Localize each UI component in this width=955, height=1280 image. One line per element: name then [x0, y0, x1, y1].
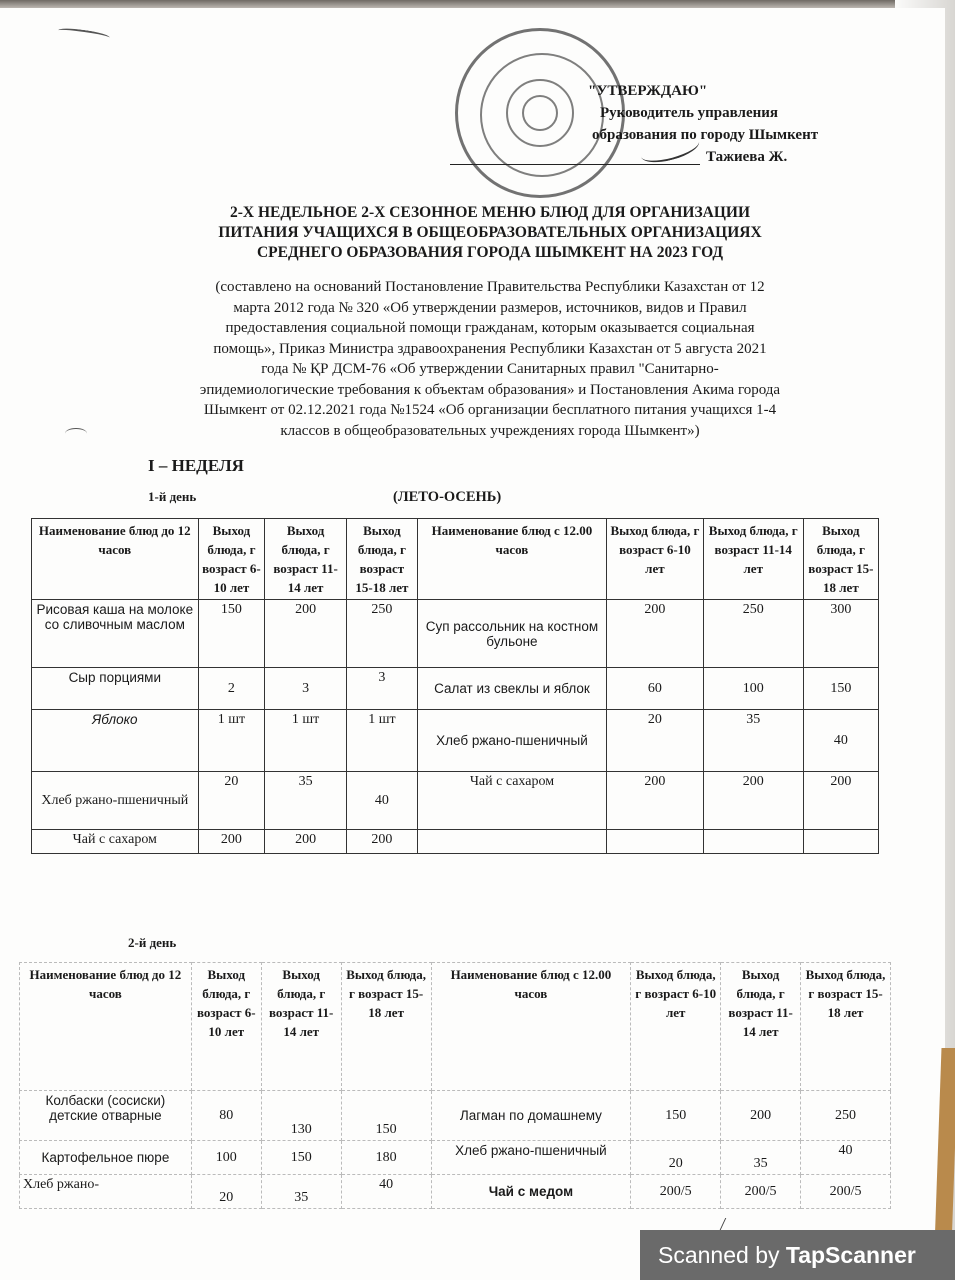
- column-header: Наименование блюд до 12 часов: [32, 519, 199, 600]
- portion-value: [607, 830, 704, 854]
- portion-value: [703, 830, 803, 854]
- basis-line: эпидемиологические требования к объектам образования» и Постановления Акима города: [199, 381, 781, 398]
- portion-value: 20: [191, 1175, 261, 1209]
- portion-value: 1 шт: [265, 710, 347, 772]
- column-header: Выход блюда, г возраст 6-10 лет: [198, 519, 265, 600]
- portion-value: 35: [265, 772, 347, 830]
- watermark-brand: TapScanner: [785, 1242, 916, 1268]
- portion-value: 200: [721, 1091, 801, 1141]
- basis-line: Шымкент от 02.12.2021 года №1524 «Об организации бесплатного питания учащихся 1-4: [203, 402, 777, 418]
- approval-signatory: [580, 146, 818, 168]
- basis-line: классов в общеобразовательных учреждениях города Шымкент»): [280, 422, 700, 439]
- week-heading: I – НЕДЕЛЯ: [148, 456, 244, 475]
- table-header-row: [32, 519, 879, 600]
- portion-value: 200: [607, 772, 704, 830]
- table-row: [20, 1091, 891, 1141]
- portion-value: 35: [721, 1141, 801, 1175]
- dish-name: Хлеб ржано-пшеничный: [431, 1141, 631, 1175]
- legal-basis-paragraph: [140, 277, 840, 441]
- portion-value: 150: [803, 668, 878, 710]
- title-line: СРЕДНЕГО ОБРАЗОВАНИЯ ГОРОДА ШЫМКЕНТ НА 2023 ГОД: [256, 244, 724, 261]
- column-header: Выход блюда, г возраст 11-14 лет: [265, 519, 347, 600]
- portion-value: 35: [261, 1175, 341, 1209]
- dish-name: Лагман по домашнему: [431, 1091, 631, 1141]
- table-row: [32, 668, 879, 710]
- dish-name: Колбаски (сосиски) детские отварные: [20, 1091, 192, 1141]
- approval-position: Руководитель управления: [600, 105, 779, 121]
- table-header-row: [20, 963, 891, 1091]
- portion-value: 200/5: [631, 1175, 721, 1209]
- column-header: Выход блюда, г возраст 15-18 лет: [801, 963, 891, 1091]
- portion-value: [803, 830, 878, 854]
- season-label: (ЛЕТО-ОСЕНЬ): [393, 489, 502, 505]
- column-header: Выход блюда, г возраст 6-10 лет: [191, 963, 261, 1091]
- column-header: Наименование блюд с 12.00 часов: [431, 963, 631, 1091]
- column-header: Выход блюда, г возраст 15-18 лет: [341, 963, 431, 1091]
- portion-value: 200: [265, 600, 347, 668]
- portion-value: 200: [703, 772, 803, 830]
- dish-name: Картофельное пюре: [20, 1141, 192, 1175]
- day1-menu-table: [31, 518, 879, 854]
- column-header: Наименование блюд с 12.00 часов: [417, 519, 606, 600]
- table-row: [32, 600, 879, 668]
- dish-name: Хлеб ржано-пшеничный: [417, 710, 606, 772]
- portion-value: 130: [261, 1091, 341, 1141]
- column-header: Выход блюда, г возраст 6-10 лет: [607, 519, 704, 600]
- dish-name: Чай с медом: [431, 1175, 631, 1209]
- dish-name: Салат из свеклы и яблок: [417, 668, 606, 710]
- column-header: Выход блюда, г возраст 11-14 лет: [261, 963, 341, 1091]
- signatory-name: Тажиева Ж.: [706, 149, 788, 165]
- portion-value: 150: [631, 1091, 721, 1141]
- basis-line: марта 2012 года № 320 «Об утверждении размеров, источников, видов и Правил: [233, 299, 747, 316]
- portion-value: 150: [261, 1141, 341, 1175]
- dish-name: Сыр порциями: [32, 668, 199, 710]
- column-header: Выход блюда, г возраст 15-18 лет: [803, 519, 878, 600]
- portion-value: 200: [265, 830, 347, 854]
- dish-name: Чай с сахаром: [417, 772, 606, 830]
- title-line: ПИТАНИЯ УЧАЩИХСЯ В ОБЩЕОБРАЗОВАТЕЛЬНЫХ ОРГАНИЗАЦИЯХ: [218, 224, 762, 241]
- table-row: [32, 772, 879, 830]
- dish-name: [417, 830, 606, 854]
- approval-heading: "УТВЕРЖДАЮ": [588, 83, 708, 99]
- column-header: Выход блюда, г возраст 15-18 лет: [346, 519, 417, 600]
- portion-value: 3: [265, 668, 347, 710]
- portion-value: 150: [198, 600, 265, 668]
- portion-value: 150: [341, 1091, 431, 1141]
- table-row: [20, 1175, 891, 1209]
- watermark-prefix: Scanned by: [658, 1242, 786, 1268]
- table-row: [32, 710, 879, 772]
- portion-value: 250: [801, 1091, 891, 1141]
- portion-value: 200/5: [721, 1175, 801, 1209]
- approval-department: образования по городу Шымкент: [592, 127, 819, 143]
- portion-value: 3: [346, 668, 417, 710]
- signature-line: [450, 164, 700, 165]
- dish-name: Чай с сахаром: [32, 830, 199, 854]
- title-line: 2-Х НЕДЕЛЬНОЕ 2-Х СЕЗОННОЕ МЕНЮ БЛЮД ДЛЯ ОРГАНИЗАЦИИ: [229, 204, 751, 221]
- portion-value: 300: [803, 600, 878, 668]
- dish-name: Хлеб ржано-пшеничный: [32, 772, 199, 830]
- portion-value: 250: [703, 600, 803, 668]
- day1-label: 1-й день: [148, 489, 197, 504]
- portion-value: 200: [607, 600, 704, 668]
- portion-value: 200/5: [801, 1175, 891, 1209]
- portion-value: 20: [607, 710, 704, 772]
- portion-value: 200: [803, 772, 878, 830]
- scanner-watermark: [640, 1230, 955, 1280]
- portion-value: 20: [631, 1141, 721, 1175]
- basis-line: года № ҚР ДСМ-76 «Об утверждении Санитарных правил "Санитарно-: [261, 361, 719, 377]
- portion-value: 100: [191, 1141, 261, 1175]
- column-header: Выход блюда, г возраст 11-14 лет: [721, 963, 801, 1091]
- dish-name: Суп рассольник на костном бульоне: [417, 600, 606, 668]
- portion-value: 80: [191, 1091, 261, 1141]
- dish-name: Яблоко: [32, 710, 199, 772]
- document-title: [150, 203, 830, 263]
- column-header: Выход блюда, г возраст 11-14 лет: [703, 519, 803, 600]
- column-header: Выход блюда, г возраст 6-10 лет: [631, 963, 721, 1091]
- portion-value: 40: [801, 1141, 891, 1175]
- portion-value: 20: [198, 772, 265, 830]
- approval-block: [580, 80, 818, 168]
- portion-value: 40: [341, 1175, 431, 1209]
- day2-label: 2-й день: [128, 935, 177, 950]
- table-row: [20, 1141, 891, 1175]
- seal-emblem-center: [522, 95, 558, 131]
- portion-value: 250: [346, 600, 417, 668]
- table-row: [32, 830, 879, 854]
- day2-menu-table: [19, 962, 891, 1209]
- portion-value: 60: [607, 668, 704, 710]
- portion-value: 180: [341, 1141, 431, 1175]
- portion-value: 2: [198, 668, 265, 710]
- portion-value: 40: [803, 710, 878, 772]
- portion-value: 1 шт: [346, 710, 417, 772]
- pen-mark: [65, 428, 87, 439]
- dish-name: Рисовая каша на молоке со сливочным маслом: [32, 600, 199, 668]
- portion-value: 200: [198, 830, 265, 854]
- basis-line: помощь», Приказ Министра здравоохранения Республики Казахстан от 5 августа 2021: [213, 340, 767, 357]
- portion-value: 40: [346, 772, 417, 830]
- column-header: Наименование блюд до 12 часов: [20, 963, 192, 1091]
- portion-value: 1 шт: [198, 710, 265, 772]
- portion-value: 35: [703, 710, 803, 772]
- basis-line: (составлено на оснований Постановление Правительства Республики Казахстан от 12: [215, 279, 765, 295]
- basis-line: предоставления социальной помощи гражданам, которым оказывается социальная: [225, 320, 755, 336]
- portion-value: 200: [346, 830, 417, 854]
- dish-name: Хлеб ржано-: [20, 1175, 192, 1209]
- portion-value: 100: [703, 668, 803, 710]
